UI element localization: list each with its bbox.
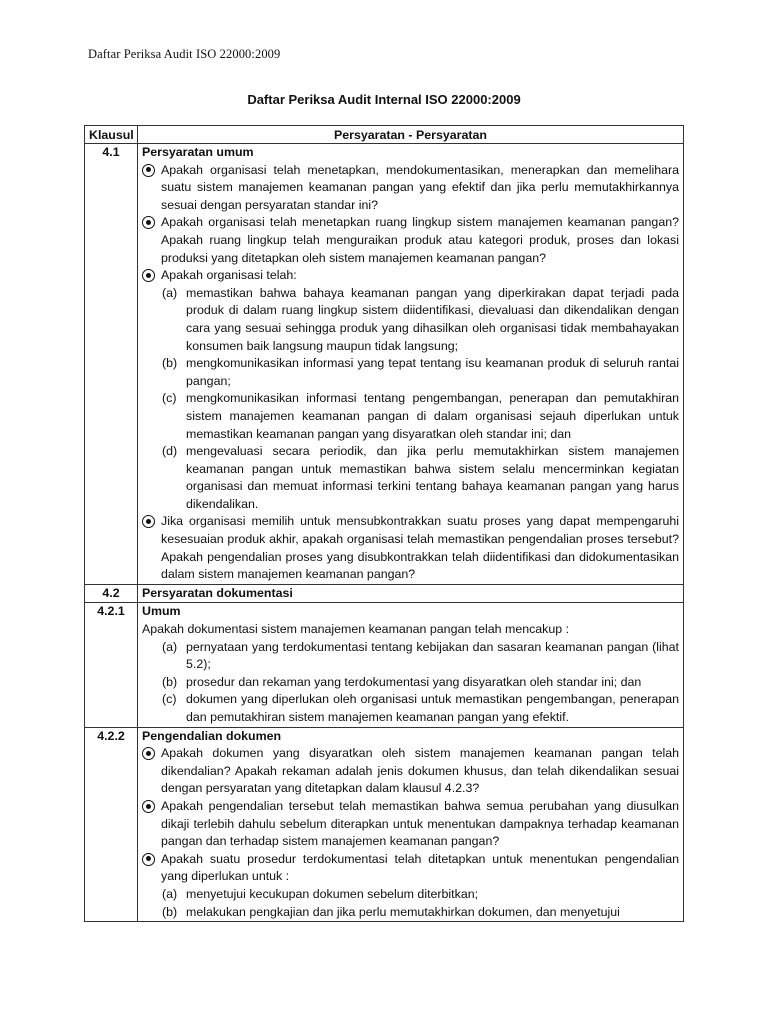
checklist-question	[142, 162, 679, 215]
clause-number: 4.1	[85, 144, 138, 585]
table-row-4-2-1	[85, 603, 684, 727]
section-title: Persyaratan dokumentasi	[142, 585, 293, 600]
sub-item-letter: (d)	[162, 444, 178, 459]
sub-item-letter: (a)	[162, 639, 178, 654]
clause-content	[138, 144, 684, 585]
checklist-question	[142, 267, 679, 285]
intro-text: Apakah dokumentasi sistem manajemen keamanan pangan telah mencakup :	[142, 622, 570, 637]
question-text: Apakah organisasi telah menetapkan, mendokumentasikan, menerapkan dan memelihara suatu sistem manajemen keamanan pangan yang efektif dan jika perlu memutakhirkannya sesuai dengan persyaratan standar ini?	[161, 162, 679, 212]
sub-item	[142, 904, 679, 922]
sub-item-text: melakukan pengkajian dan jika perlu memutakhirkan dokumen, dan menyetujui	[186, 904, 620, 919]
sub-item-text: memastikan bahwa bahaya keamanan pangan yang diperkirakan dapat terjadi pada produk di dalam ruang lingkup sistem diidentifikasi, dievaluasi dan dikendalikan dengan cara yang sesuai sehingga produk yang dihasilkan oleh organisasi tidak membahayakan konsumen baik langsung maupun tidak langsung;	[186, 285, 679, 353]
section-title: Persyaratan umum	[142, 145, 254, 159]
clause-number: 4.2.2	[85, 727, 138, 922]
sub-item	[142, 443, 679, 513]
radio-bullet-icon	[142, 164, 155, 177]
sub-item-letter: (b)	[162, 674, 178, 689]
clause-number: 4.2	[85, 584, 138, 603]
audit-checklist-table	[84, 125, 684, 922]
checklist-question	[142, 214, 679, 267]
sub-item-letter: (b)	[162, 356, 178, 371]
sub-item	[142, 355, 679, 390]
table-row-4-1	[85, 144, 684, 585]
sub-item-letter: (c)	[162, 692, 177, 707]
sub-item	[142, 691, 679, 726]
sub-item	[142, 886, 679, 904]
radio-bullet-icon	[142, 269, 155, 282]
radio-bullet-icon	[142, 515, 155, 528]
sub-item-letter: (b)	[162, 904, 178, 919]
table-header-row	[85, 126, 684, 144]
clause-content	[138, 727, 684, 922]
table-row-4-2-2	[85, 727, 684, 922]
sub-item-text: mengkomunikasikan informasi yang tepat tentang isu keamanan produk di seluruh rantai pangan;	[186, 356, 679, 388]
table-row-4-2	[85, 584, 684, 603]
sub-item	[142, 674, 679, 692]
question-text: Jika organisasi memilih untuk mensubkontrakkan suatu proses yang dapat mempengaruhi kesesuaian produk akhir, apakah organisasi telah memastikan pengendalian proses tersebut? Apakah pengendalian proses yang disubkontrakkan telah diidentifikasi dan didokumentasikan dalam sistem manajemen keamanan pangan?	[161, 514, 679, 582]
sub-item-text: mengkomunikasikan informasi tentang pengembangan, penerapan dan pemutakhiran sistem manajemen keamanan pangan di dalam organisasi sejauh diperlukan untuk memastikan keamanan pangan yang disyaratkan oleh standar ini; dan	[186, 391, 679, 441]
section-title: Umum	[142, 604, 181, 619]
sub-item-text: mengevaluasi secara periodik, dan jika perlu memutakhirkan sistem manajemen keamanan pangan untuk memastikan bahwa sistem selalu mencerminkan kegiatan organisasi dan memuat informasi terkini tentang bahaya keamanan pangan yang harus dikendalikan.	[186, 444, 679, 511]
sub-item-letter: (a)	[162, 285, 178, 300]
sub-item-letter: (c)	[162, 391, 177, 406]
question-text: Apakah organisasi telah menetapkan ruang lingkup sistem manajemen keamanan pangan? Apakah ruang lingkup telah menguraikan produk atau kategori produk, proses dan lokasi produksi yang ditetapkan oleh sistem manajemen keamanan pangan?	[161, 215, 679, 265]
sub-item	[142, 285, 679, 355]
section-title: Pengendalian dokumen	[142, 728, 282, 743]
sub-item	[142, 390, 679, 443]
sub-item-text: pernyataan yang terdokumentasi tentang kebijakan dan sasaran keamanan pangan (lihat 5.2);	[186, 639, 679, 672]
sub-item-letter: (a)	[162, 886, 178, 901]
question-text: Apakah dokumen yang disyaratkan oleh sistem manajemen keamanan pangan telah dikendalian? Apakah rekaman adalah jenis dokumen khusus, dan telah dikendalikan sesuai dengan persyaratan yang ditetapkan dalam klausul 4.2.3?	[161, 746, 679, 796]
checklist-question	[142, 513, 679, 583]
radio-bullet-icon	[142, 800, 155, 813]
document-title: Daftar Periksa Audit Internal ISO 22000:2009	[247, 92, 521, 107]
clause-content	[138, 603, 684, 727]
radio-bullet-icon	[142, 216, 155, 229]
radio-bullet-icon	[142, 747, 155, 760]
sub-item-text: dokumen yang diperlukan oleh organisasi untuk memastikan pengembangan, penerapan dan pemutakhiran sistem manajemen keamanan pangan yang efektif.	[186, 692, 679, 724]
clause-number: 4.2.1	[85, 603, 138, 727]
sub-item	[142, 639, 679, 674]
running-header: Daftar Periksa Audit ISO 22000:2009	[88, 47, 281, 61]
sub-item-text: prosedur dan rekaman yang terdokumentasi yang disyaratkan oleh standar ini; dan	[186, 674, 642, 689]
column-header-persyaratan: Persyaratan - Persyaratan	[138, 126, 684, 144]
question-text: Apakah pengendalian tersebut telah memastikan bahwa semua perubahan yang diusulkan dikaji terlebih dahulu sebelum diterapkan untuk menentukan dampaknya terhadap keamanan pangan dan terhadap sistem manajemen keamanan pangan?	[161, 798, 679, 849]
question-text: Apakah suatu prosedur terdokumentasi telah ditetapkan untuk menentukan pengendalian yang diperlukan untuk :	[161, 851, 679, 884]
checklist-question	[142, 798, 679, 851]
radio-bullet-icon	[142, 853, 155, 866]
column-header-klausul: Klausul	[85, 126, 138, 144]
checklist-question	[142, 851, 679, 886]
sub-item-text: menyetujui kecukupan dokumen sebelum diterbitkan;	[186, 886, 479, 901]
question-text: Apakah organisasi telah:	[161, 268, 297, 283]
clause-content	[138, 584, 684, 603]
checklist-question	[142, 745, 679, 798]
